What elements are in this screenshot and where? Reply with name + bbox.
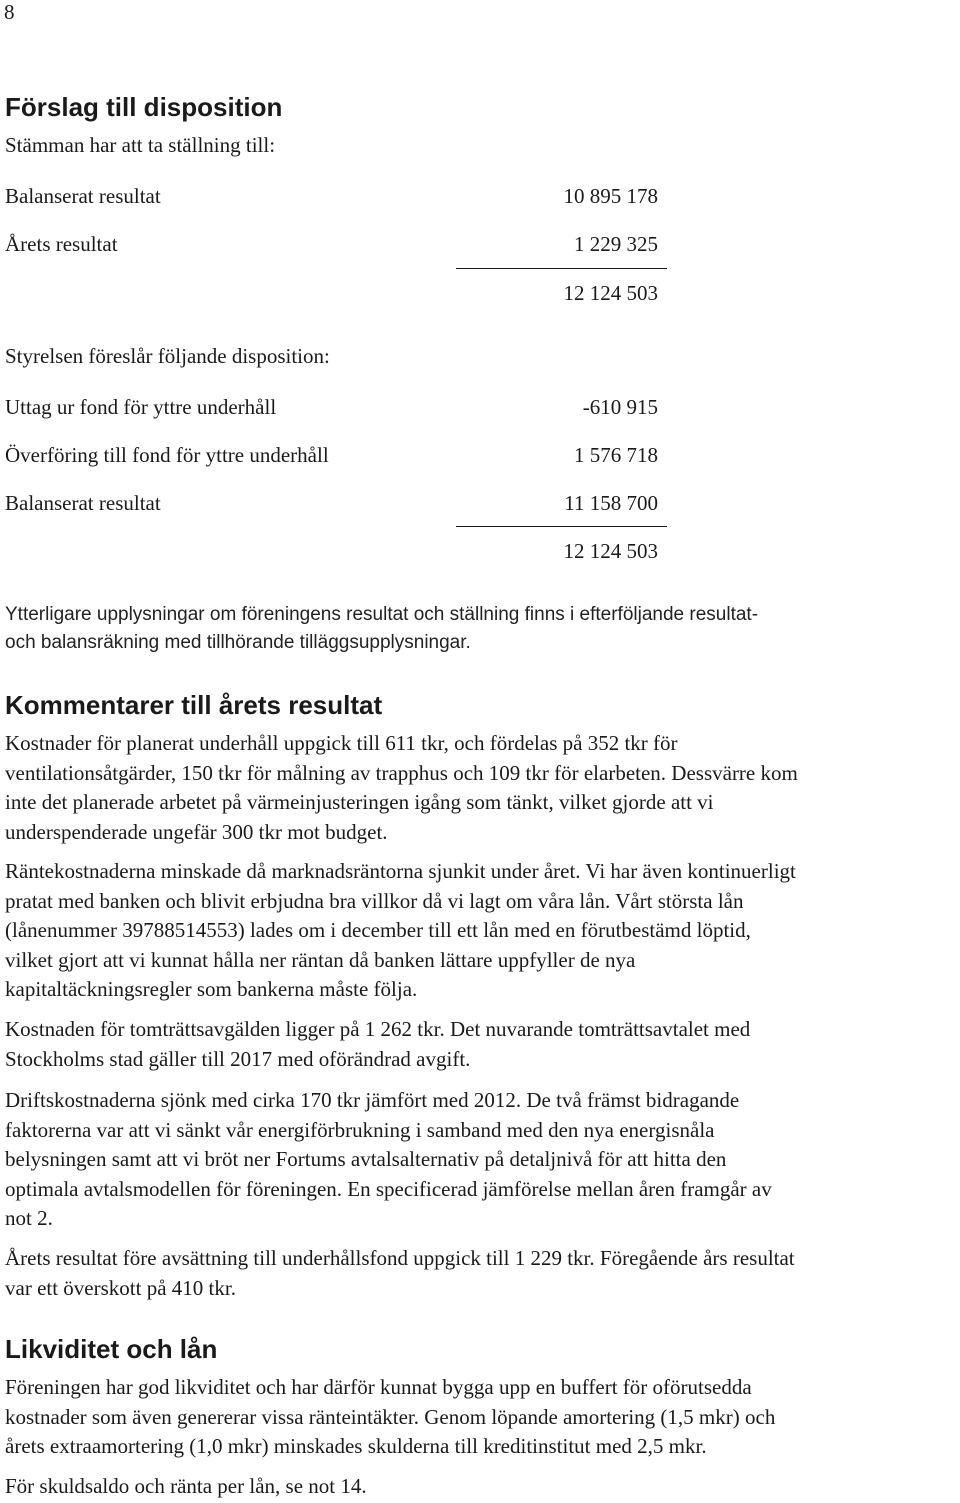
row-label: Överföring till fond för yttre underhåll — [5, 443, 329, 467]
paragraph-line: kapitaltäckningsregler som bankerna måste följa. — [5, 977, 418, 1001]
comments-paragraph — [5, 1015, 955, 1074]
row-label: Uttag ur fond för yttre underhåll — [5, 395, 277, 419]
paragraph-line: faktorerna var att vi sänkt vår energiförbrukning i samband med den nya energisnåla — [5, 1117, 715, 1142]
paragraph-line: Driftskostnaderna sjönk med cirka 170 tkr jämfört med 2012. De två främst bidragande — [5, 1088, 740, 1112]
note-line: och balansräkning med tillhörande tilläggsupplysningar. — [5, 632, 471, 653]
paragraph-line: För skuldsaldo och ränta per lån, se not 14. — [5, 1474, 367, 1498]
paragraph-line: var ett överskott på 410 tkr. — [5, 1275, 236, 1300]
liquidity-paragraph — [5, 1472, 955, 1502]
liquidity-heading: Likviditet och lån — [5, 1334, 218, 1364]
proposal-intro: Styrelsen föreslår följande disposition: — [5, 344, 330, 368]
row-label: Balanserat resultat — [5, 184, 161, 208]
paragraph-line: kostnader som även genererar vissa ränteintäkter. Genom löpande amortering (1,5 mkr) och — [5, 1404, 776, 1429]
row-amount: 1 229 325 — [574, 232, 658, 256]
comments-paragraph — [5, 857, 955, 1005]
paragraph-line: Stockholms stad gäller till 2017 med oförändrad avgift. — [5, 1046, 471, 1071]
comments-paragraph — [5, 1086, 955, 1234]
paragraph-line: inte det planerade arbetet på värmeinjusteringen igång som tänkt, vilket gjorde att vi — [5, 790, 714, 814]
sum-rule — [456, 526, 667, 527]
paragraph-line: Årets resultat före avsättning till underhållsfond uppgick till 1 229 tkr. Föregående års resultat — [5, 1246, 795, 1270]
sum-amount: 12 124 503 — [563, 539, 658, 563]
note-line: Ytterligare upplysningar om föreningens resultat och ställning finns i efterföljande resultat- — [5, 604, 759, 625]
row-label: Balanserat resultat — [5, 491, 161, 515]
sum-rule — [456, 268, 667, 269]
paragraph-line: vilket gjort att vi kunnat hålla ner räntan då banken lättare uppfyller de nya — [5, 947, 636, 972]
paragraph-line: Kostnaden för tomträttsavgälden ligger på 1 262 tkr. Det nuvarande tomträttsavtalet med — [5, 1017, 751, 1041]
comments-paragraph — [5, 729, 955, 847]
disposition-note — [5, 601, 955, 657]
page-number: 8 — [4, 0, 15, 24]
comments-paragraph — [5, 1244, 955, 1303]
sum-amount: 12 124 503 — [563, 281, 658, 305]
row-amount: 1 576 718 — [574, 443, 658, 467]
liquidity-paragraph — [5, 1373, 955, 1462]
row-amount: 11 158 700 — [564, 491, 658, 515]
paragraph-line: belysningen samt att vi bröt ner Fortums avtalsalternativ på detaljnivå för att hitta den — [5, 1147, 727, 1171]
disposition-intro: Stämman har att ta ställning till: — [5, 133, 276, 157]
disposition-heading: Förslag till disposition — [5, 92, 283, 122]
paragraph-line: Kostnader för planerat underhåll uppgick till 611 tkr, och fördelas på 352 tkr för — [5, 731, 678, 755]
paragraph-line: optimala avtalsmodellen för föreningen. En specificerad jämförelse mellan åren framgår av — [5, 1176, 772, 1201]
paragraph-line: ventilationsåtgärder, 150 tkr för målning av trapphus och 109 tkr för elarbeten. Dessvärre kom — [5, 760, 798, 785]
paragraph-line: Räntekostnaderna minskade då marknadsräntorna sjunkit under året. Vi har även kontinuerligt — [5, 859, 796, 883]
row-amount: -610 915 — [582, 395, 658, 419]
paragraph-line: (lånenummer 39788514553) lades om i december till ett lån med en förutbestämd löptid, — [5, 918, 751, 942]
row-label: Årets resultat — [5, 232, 118, 256]
row-amount: 10 895 178 — [563, 184, 658, 208]
paragraph-line: årets extraamortering (1,0 mkr) minskades skulderna till kreditinstitut med 2,5 mkr. — [5, 1434, 707, 1458]
paragraph-line: underspenderade ungefär 300 tkr mot budget. — [5, 819, 388, 844]
paragraph-line: Föreningen har god likviditet och har därför kunnat bygga upp en buffert för oförutsedda — [5, 1375, 752, 1399]
paragraph-line: pratat med banken och blivit erbjudna bra villkor då vi lagt om våra lån. Vårt största lån — [5, 888, 744, 913]
paragraph-line: not 2. — [5, 1206, 53, 1230]
comments-heading: Kommentarer till årets resultat — [5, 690, 383, 720]
